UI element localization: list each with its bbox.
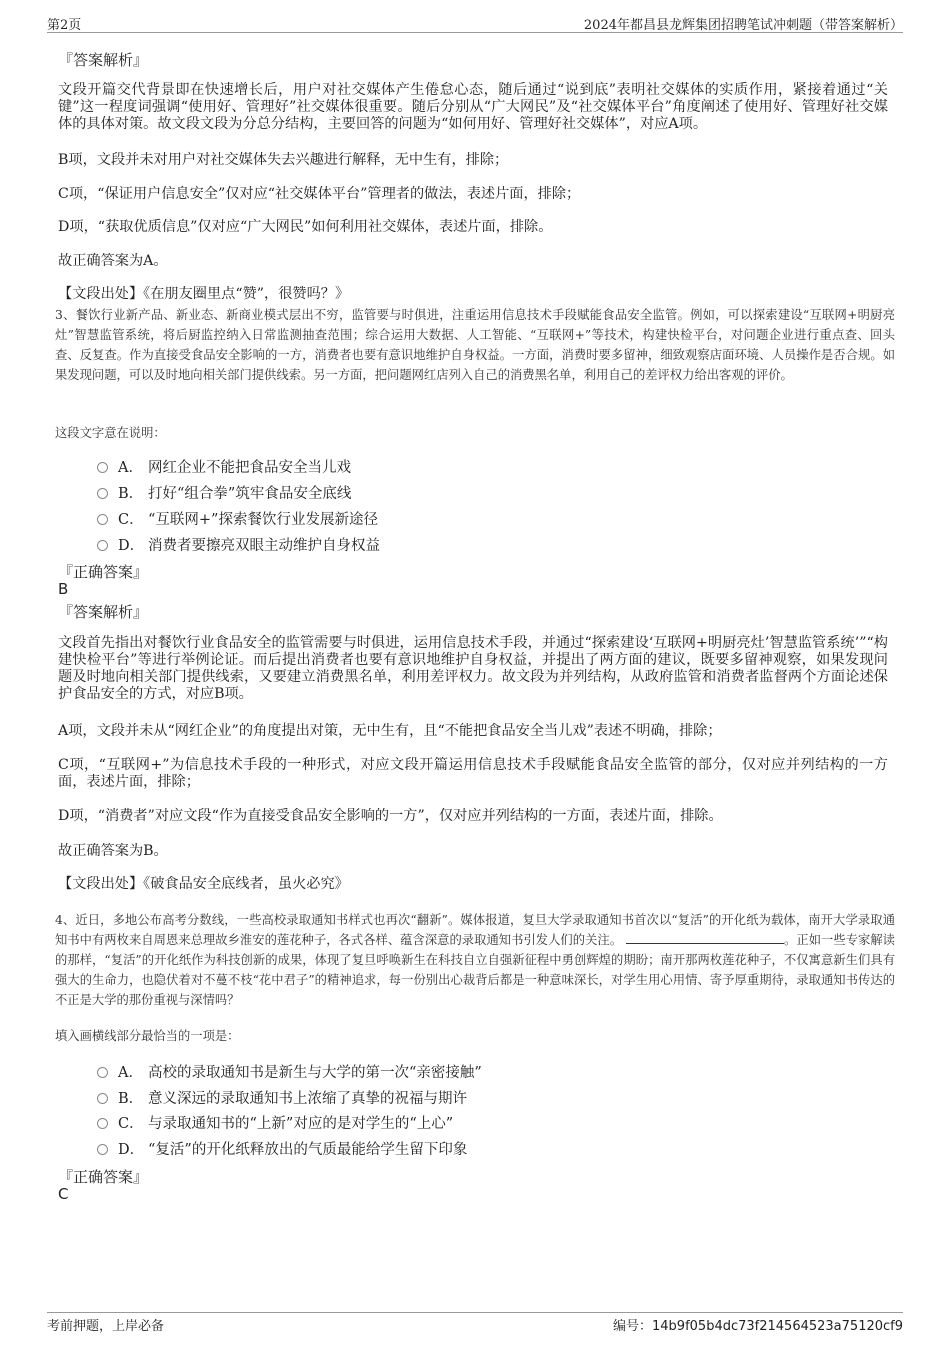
q3-passage: 3、餐饮行业新产品、新业态、新商业模式层出不穷，监管要与时俱进，注重运用信息技术手段赋能食品安全监管。例如，可以探索建设“互联网+明厨亮灶”智慧监管系统，将后厨监控纳入日常监测抽查范围；综合运用大数据、人工智能、“互联网+”等技术，构建快检平台，对问题企业进行重点查、回头查、反复查。作为直接受食品安全影响的一方，消费者也要有意识地维护自身权益。一方面，消费时要多留神，细致观察店面环境、人员操作是否合规。如果发现问题，可以及时地向相关部门提供线索。另一方面，把问题网红店列入自己的消费黑名单，利用自己的差评权力给出客观的评价。 bbox=[55, 308, 895, 382]
q3-question: 这段文字意在说明： bbox=[55, 426, 166, 440]
option-letter: C． bbox=[118, 1116, 144, 1132]
option-text: 与录取通知书的“上新”对应的是对学生的“上心” bbox=[148, 1116, 454, 1132]
q3-analysis-d: D项，“消费者”对应文段“作为直接受食品安全影响的一方”，仅对应并列结构的一方面，表述片面，排除。 bbox=[58, 808, 723, 824]
option-text: 打好“组合拳”筑牢食品安全底线 bbox=[148, 486, 352, 502]
option-text: 网红企业不能把食品安全当儿戏 bbox=[148, 460, 351, 476]
page-number: 第2页 bbox=[47, 18, 82, 33]
option-letter: B． bbox=[118, 1091, 144, 1107]
q4-option-c[interactable] bbox=[97, 1112, 453, 1133]
page-footer bbox=[47, 1312, 903, 1334]
q4-question: 填入画横线部分最恰当的一项是： bbox=[55, 1029, 240, 1043]
q2-source: 【文段出处】《在朋友圈里点“赞”，很赞吗？》 bbox=[58, 286, 350, 302]
radio-icon[interactable] bbox=[97, 1093, 108, 1104]
q3-option-a[interactable] bbox=[97, 456, 351, 477]
option-letter: B． bbox=[118, 486, 144, 502]
option-text: “互联网+”探索餐饮行业发展新途径 bbox=[148, 512, 378, 528]
q4-passage-before: 4、近日，多地公布高考分数线，一些高校录取通知书样式也再次“翻新”。媒体报道，复旦大学录取通知书首次以“复活”的开化纸为载体，南开大学录取通知书中有两枚来自周恩来总理故乡淮安的莲花种子，各式各样、蕴含深意的录取通知书引发人们的关注。 bbox=[55, 913, 895, 947]
q4-correct-label: 『正确答案』 bbox=[58, 1168, 149, 1186]
option-text: 意义深远的录取通知书上浓缩了真挚的祝福与期许 bbox=[148, 1091, 467, 1107]
q3-analysis-paragraph: 文段首先指出对餐饮行业食品安全的监管需要与时俱进，运用信息技术手段，并通过“探索建设‘互联网+明厨亮灶’智慧监管系统’”“构建快检平台”等进行举例论证。而后提出消费者也要有意识地维护自身权益，并提出了两方面的建议，既要多留神观察，如果发现问题及时地向相关部门提供线索，又要建立消费黑名单，利用差评权力。故文段为并列结构，从政府监管和消费者监督两个方面论述保护食品安全的方式，对应B项。 bbox=[58, 635, 888, 702]
q3-analysis-label: 『答案解析』 bbox=[58, 603, 149, 621]
page-header bbox=[47, 14, 903, 33]
q2-analysis-c: C项，“保证用户信息安全”仅对应“社交媒体平台”管理者的做法，表述片面，排除； bbox=[58, 186, 581, 202]
radio-icon[interactable] bbox=[97, 1144, 108, 1155]
option-letter: A． bbox=[118, 460, 143, 476]
option-letter: D． bbox=[118, 538, 145, 554]
q3-option-c[interactable] bbox=[97, 508, 378, 529]
radio-icon[interactable] bbox=[97, 462, 108, 473]
option-text: “复活”的开化纸释放出的气质最能给学生留下印象 bbox=[148, 1142, 468, 1158]
q3-correct-answer: B bbox=[58, 580, 69, 598]
option-letter: C． bbox=[118, 512, 144, 528]
code-label: 编号： bbox=[613, 1319, 653, 1334]
q3-analysis-c: C项，“互联网+”为信息技术手段的一种形式，对应文段开篇运用信息技术手段赋能食品安全监管的部分，仅对应并列结构的一方面，表述片面，排除； bbox=[58, 757, 888, 790]
q3-source: 【文段出处】《破食品安全底线者，虽火必究》 bbox=[58, 876, 349, 892]
option-text: 高校的录取通知书是新生与大学的第一次“亲密接触” bbox=[148, 1065, 482, 1081]
fill-in-blank bbox=[626, 931, 784, 944]
q2-conclusion: 故正确答案为A。 bbox=[58, 253, 168, 269]
radio-icon[interactable] bbox=[97, 1118, 108, 1129]
q3-option-d[interactable] bbox=[97, 534, 380, 555]
q2-analysis-b: B项，文段并未对用户对社交媒体失去兴趣进行解释，无中生有，排除； bbox=[58, 152, 509, 168]
q2-analysis-d: D项，“获取优质信息”仅对应“广大网民”如何利用社交媒体，表述片面，排除。 bbox=[58, 219, 553, 235]
q4-option-b[interactable] bbox=[97, 1087, 467, 1108]
option-letter: A． bbox=[118, 1065, 143, 1081]
q3-conclusion: 故正确答案为B。 bbox=[58, 843, 168, 859]
radio-icon[interactable] bbox=[97, 540, 108, 551]
q2-analysis-label: 『答案解析』 bbox=[58, 51, 149, 69]
q3-correct-label: 『正确答案』 bbox=[58, 563, 149, 581]
q4-option-d[interactable] bbox=[97, 1138, 467, 1159]
q4-passage bbox=[55, 910, 895, 1010]
radio-icon[interactable] bbox=[97, 514, 108, 525]
radio-icon[interactable] bbox=[97, 1067, 108, 1078]
q3-option-b[interactable] bbox=[97, 482, 351, 503]
q4-option-a[interactable] bbox=[97, 1061, 482, 1082]
option-letter: D． bbox=[118, 1142, 145, 1158]
q4-correct-answer: C bbox=[58, 1185, 69, 1203]
q3-analysis-a: A项，文段并未从“网红企业”的角度提出对策，无中生有，且“不能把食品安全当儿戏”表述不明确，排除； bbox=[58, 723, 722, 739]
document-title: 2024年都昌县龙辉集团招聘笔试冲刺题（带答案解析） bbox=[583, 18, 903, 33]
q4-passage-after: 。正如一些专家解读的那样，“复活”的开化纸作为科技创新的成果，体现了复旦呼唤新生在科技自立自强新征程中勇创辉煌的期盼；南开那两枚莲花种子，不仅寓意新生们具有强大的生命力，也隐伏着对不蔓不枝“花中君子”的精神追求，每一份别出心裁背后都是一种意味深长，对学生用心用情、寄予厚重期待，录取通知书传达的不正是大学的那份重视与深情吗？ bbox=[55, 933, 895, 1007]
code-value: 14b9f05b4dc73f214564523a75120cf9 bbox=[652, 1319, 903, 1334]
footer-slogan: 考前押题，上岸必备 bbox=[47, 1319, 165, 1334]
q2-analysis-paragraph: 文段开篇交代背景即在快速增长后，用户对社交媒体产生倦怠心态，随后通过“说到底”表明社交媒体的实质作用，紧接着通过“关键”这一程度词强调“使用好、管理好”社交媒体很重要。随后分别从“广大网民”及“社交媒体平台”角度阐述了使用好、管理好社交媒体的具体对策。故文段文段为分总分结构，主要回答的问题为“如何用好、管理好社交媒体”，对应A项。 bbox=[58, 82, 888, 132]
document-code bbox=[613, 1315, 903, 1334]
option-text: 消费者要擦亮双眼主动维护自身权益 bbox=[148, 538, 380, 554]
radio-icon[interactable] bbox=[97, 488, 108, 499]
